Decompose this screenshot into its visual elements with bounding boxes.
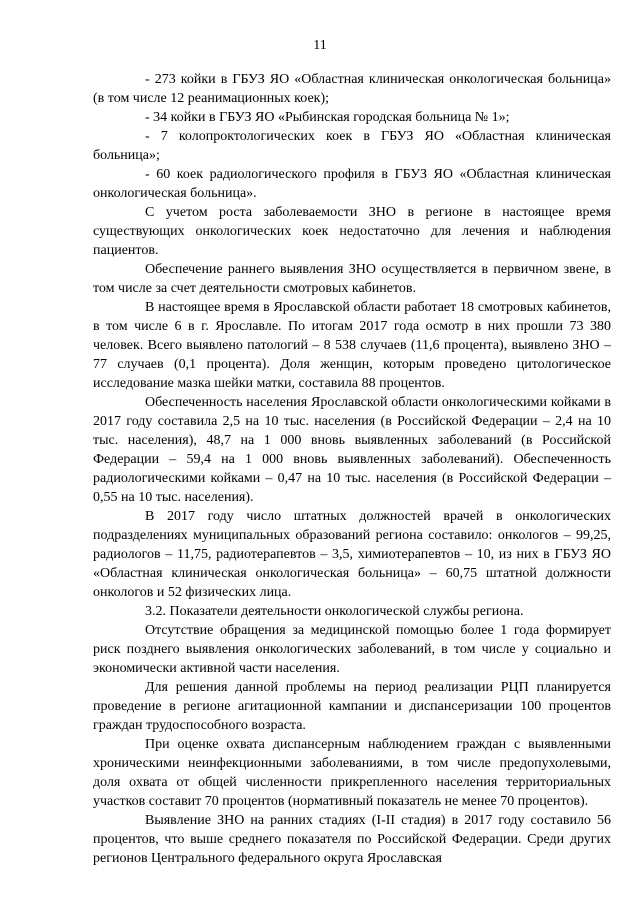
paragraph-early-detection: Обеспечение раннего выявления ЗНО осуществляется в первичном звене, в том числе за счет деятельности смотровых кабинетов. [93,262,611,296]
paragraph-no-visits-risk: Отсутствие обращения за медицинской помощью более 1 года формирует риск позднего выявления онкологических заболеваний, в том числе у социально и экономически активной части населения. [93,623,611,676]
paragraph-beds-coloproctology: - 7 колопроктологических коек в ГБУЗ ЯО «Областная клиническая больница»; [93,129,611,163]
paragraph-bed-provision: Обеспеченность населения Ярославской области онкологическими койками в 2017 году составила 2,5 на 10 тыс. населения (в Российской Федерации – 2,4 на 10 тыс. населения), 48,7 на 1 000 вновь выявленных заболеваний (в Российской Федерации – 59,4 на 1 000 вновь выявленных заболеваний). Обеспеченность радиологическими койками – 0,47 на 10 тыс. населения (в Российской Федерации – 0,55 на 10 тыс. населения). [93,395,611,505]
paragraph-dispensary-coverage: При оценке охвата диспансерным наблюдением граждан с выявленными хроническими неинфекционными заболеваниями, в том числе предопухолевыми, доля охвата от общей численности прикрепленного населения территориальных участков составит 70 процентов (нормативный показатель не менее 70 процентов). [93,737,611,809]
paragraph-beds-oncology-hospital: - 273 койки в ГБУЗ ЯО «Областная клиническая онкологическая больница» (в том числе 12 реанимационных коек); [93,72,611,106]
paragraph-staff-positions: В 2017 году число штатных должностей врачей в онкологических подразделениях муниципальных образований региона составило: онкологов – 99,25, радиологов – 11,75, радиотерапевтов – 3,5, химиотерапевтов – 10, из них в ГБУЗ ЯО «Областная клиническая онкологическая больница» – 60,75 штатной должности онкологов и 52 физических лица. [93,509,611,600]
paragraph-beds-shortage: С учетом роста заболеваемости ЗНО в регионе в настоящее время существующих онкологических коек недостаточно для лечения и наблюдения пациентов. [93,205,611,258]
paragraph-screening-rooms: В настоящее время в Ярославской области работает 18 смотровых кабинетов, в том числе 6 в г. Ярославле. По итогам 2017 года осмотр в них прошли 73 380 человек. Всего выявлено патологий – 8 538 случаев (11,6 процента), выявлено ЗНО – 77 случаев (0,1 процента). Доля женщин, которым проведено цитологическое исследование мазка шейки матки, составила 88 процентов. [93,300,611,391]
page-number: 11 [313,38,327,53]
section-heading-3-2: 3.2. Показатели деятельности онкологической службы региона. [145,604,524,619]
document-body [93,70,611,868]
paragraph-campaign-plan: Для решения данной проблемы на период реализации РЦП планируется проведение в регионе агитационной кампании и диспансеризации 100 процентов граждан трудоспособного возраста. [93,680,611,733]
paragraph-beds-rybinsk-hospital: - 34 койки в ГБУЗ ЯО «Рыбинская городская больница № 1»; [145,110,510,125]
paragraph-early-stage-detection: Выявление ЗНО на ранних стадиях (I-II стадия) в 2017 году составило 56 процентов, что выше среднего показателя по Российской Федерации. Среди других регионов Центрального федерального округа Ярославская [93,813,611,866]
paragraph-beds-radiology: - 60 коек радиологического профиля в ГБУЗ ЯО «Областная клиническая онкологическая больница». [93,167,611,201]
